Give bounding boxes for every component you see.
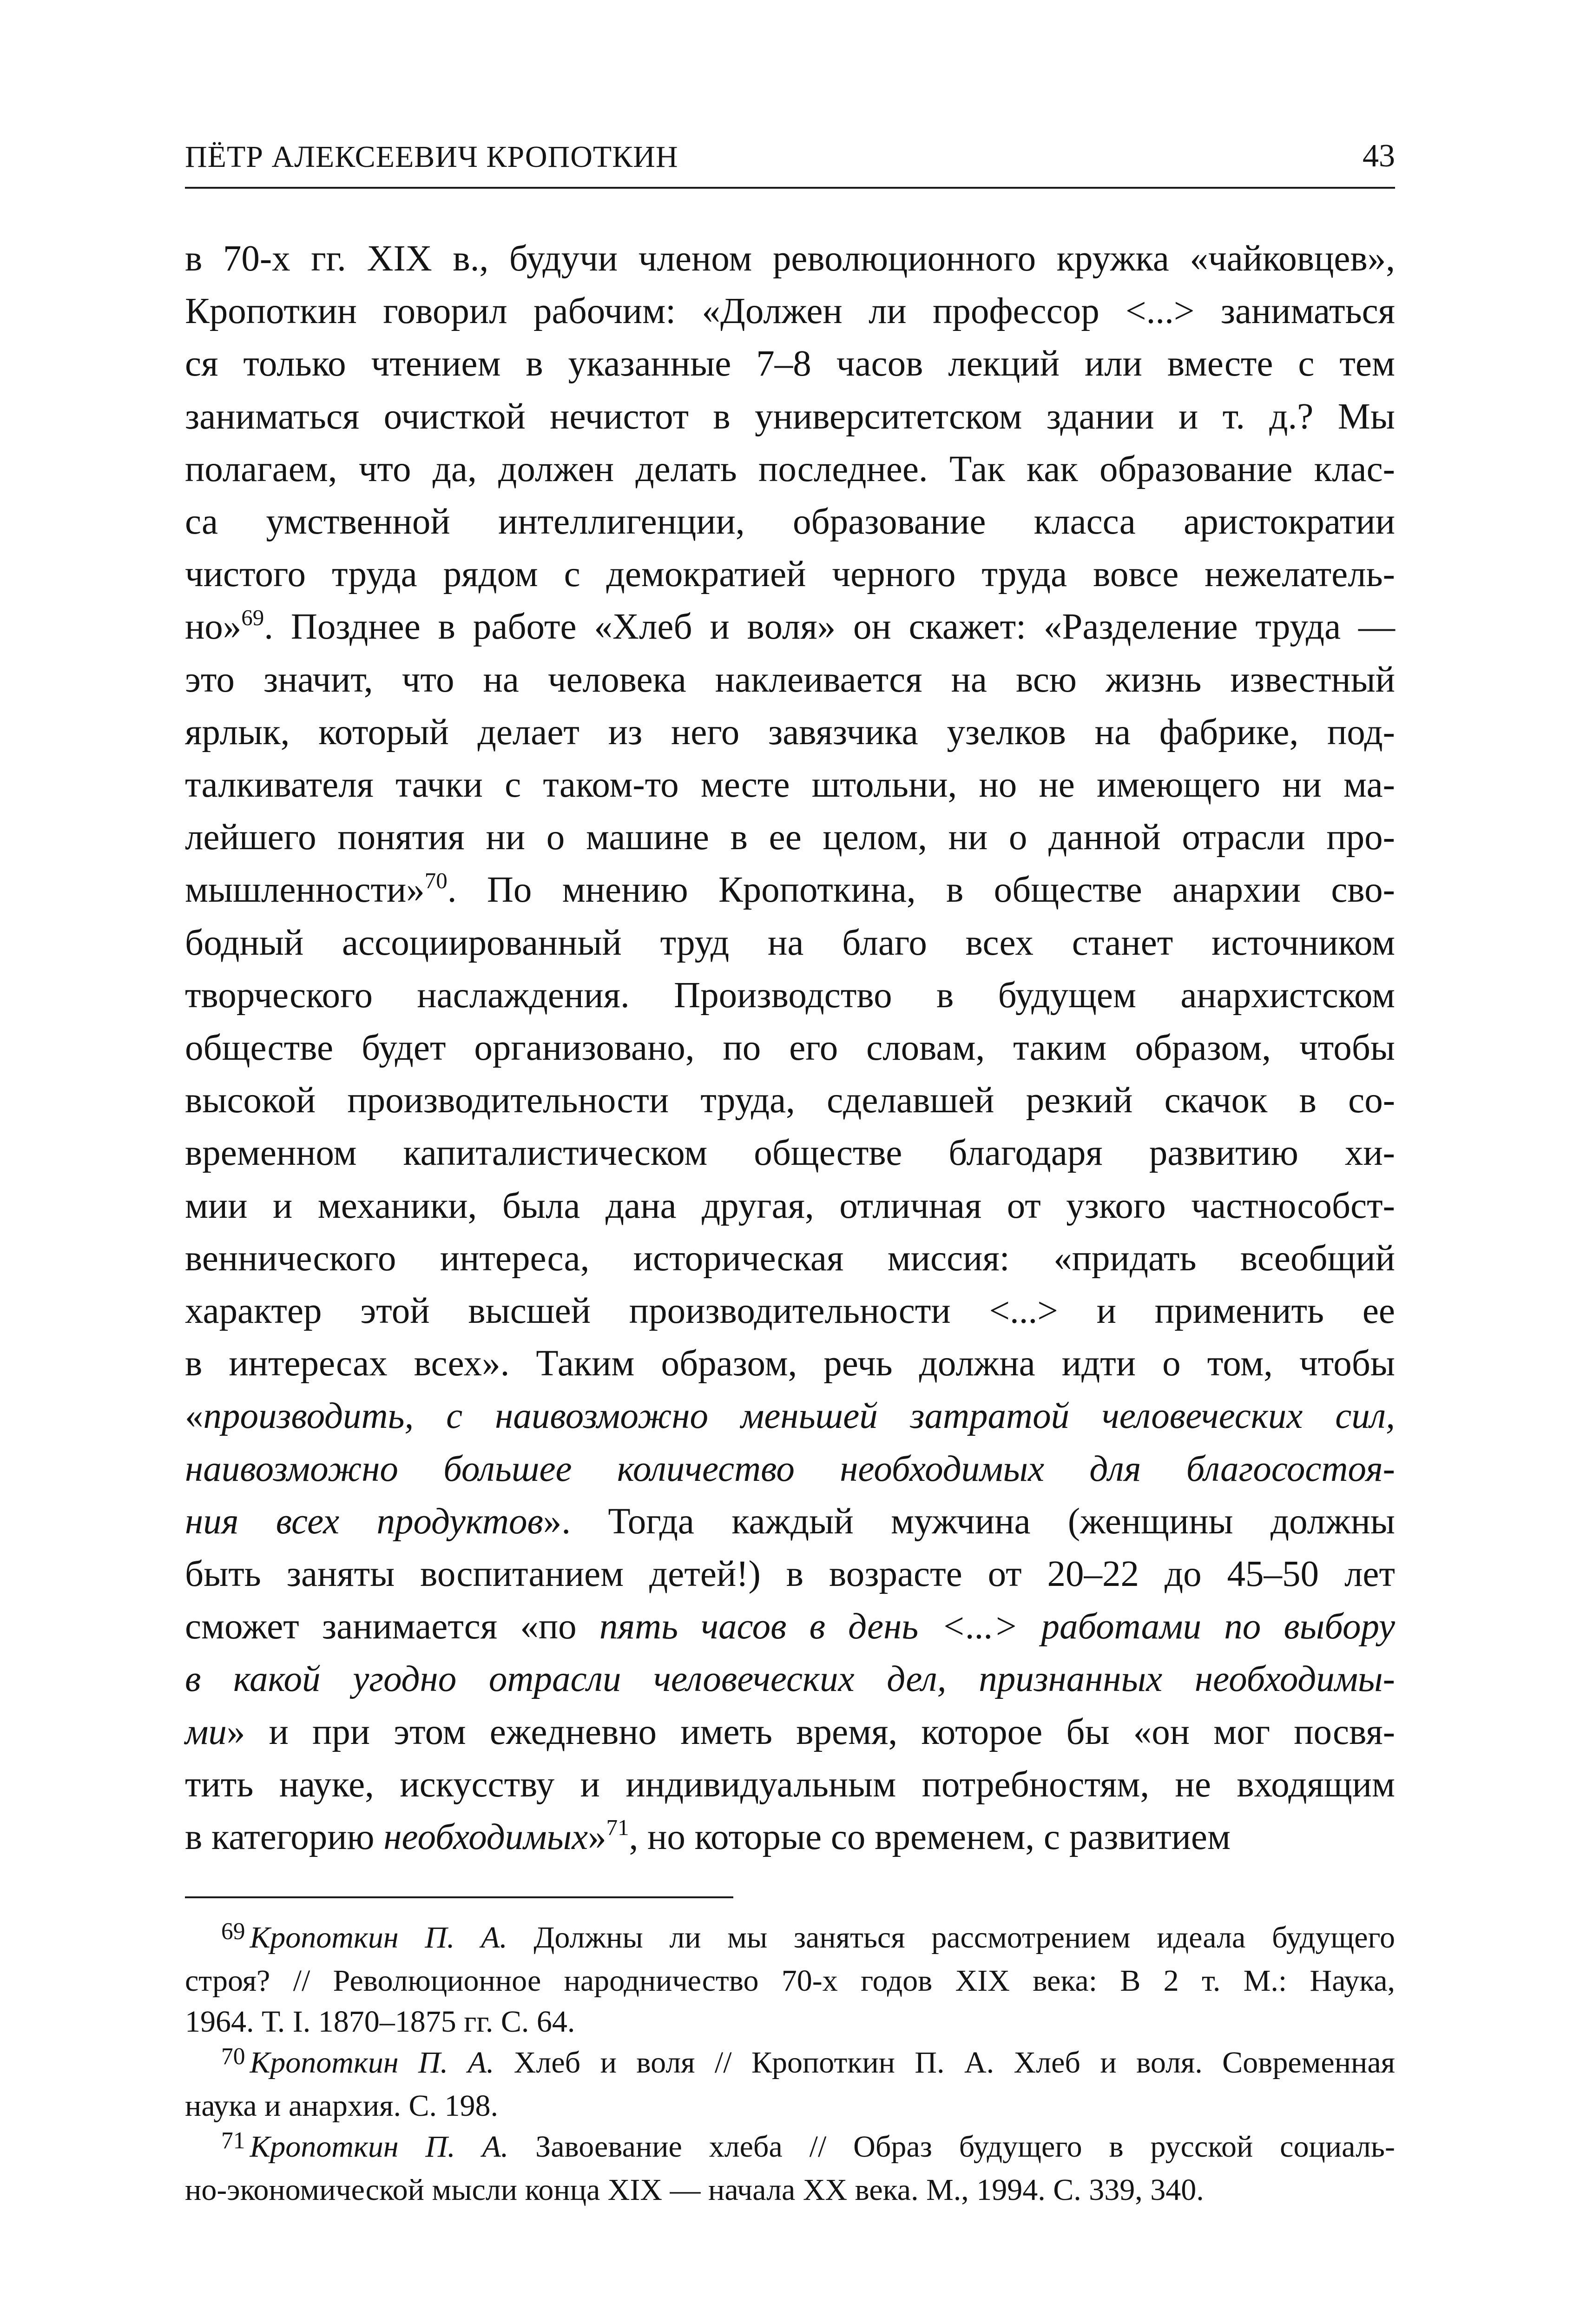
- main-text: [185, 232, 1395, 1863]
- italic-text: ния всех продуктов: [185, 1501, 543, 1542]
- text-line: [185, 601, 1395, 653]
- footnote-line: [185, 2042, 1395, 2086]
- footnote-69: [185, 1917, 1395, 2042]
- text-segment: . Позднее в работе «Хлеб и воля» он скажет: «Разделение труда —: [264, 607, 1395, 647]
- text-segment: временном капиталистическом обществе благодаря развитию хи-: [185, 1133, 1395, 1174]
- italic-text: ми: [185, 1711, 227, 1752]
- footnotes: [185, 1917, 1395, 2211]
- text-segment: мышленности»: [185, 870, 425, 911]
- text-line: [185, 495, 1395, 548]
- italic-text: пять часов в день <...> работами по выбору: [599, 1606, 1395, 1647]
- italic-text: Кропоткин П. А.: [250, 2046, 494, 2080]
- footnote-line: [185, 2086, 1395, 2126]
- italic-text: Кропоткин П. А.: [250, 2130, 509, 2164]
- text-line: [185, 1180, 1395, 1232]
- italic-text: производить, с наивозможно меньшей затратой человеческих сил,: [203, 1396, 1395, 1437]
- text-segment: , но которые со временем, с развитием: [629, 1817, 1231, 1858]
- text-segment: это значит, что на человека наклеивается на всю жизнь известный: [185, 659, 1395, 700]
- italic-text: наивозможно большее количество необходимых для благосостоя-: [185, 1448, 1395, 1489]
- text-segment: мии и механики, была дана другая, отличная от узкого частнособст-: [185, 1185, 1395, 1226]
- italic-text: в какой угодно отрасли человеческих дел, признанных необходимы-: [185, 1659, 1395, 1700]
- text-line: [185, 1285, 1395, 1337]
- text-segment: быть заняты воспитанием детей!) в возрасте от 20–22 до 45–50 лет: [185, 1554, 1395, 1595]
- footnote-number: 71: [221, 2127, 245, 2154]
- text-line: [185, 1127, 1395, 1179]
- text-line: [185, 548, 1395, 601]
- footnote-line: [185, 2126, 1395, 2170]
- footnote-line: [185, 1917, 1395, 1961]
- footnote-separator: [185, 1896, 733, 1898]
- text-segment: в категорию: [185, 1817, 384, 1858]
- text-line: [185, 864, 1395, 916]
- text-segment: наука и анархия. С. 198.: [185, 2089, 499, 2123]
- text-segment: чистого труда рядом с демократией черного труда вовсе нежелатель-: [185, 554, 1395, 595]
- text-segment: ся только чтением в указанные 7–8 часов лекций или вместе с тем: [185, 343, 1395, 384]
- text-segment: бодный ассоциированный труд на благо всех станет источником: [185, 922, 1395, 963]
- text-line: [185, 1074, 1395, 1127]
- footnote-number: 69: [221, 1918, 245, 1945]
- text-line: [185, 1653, 1395, 1705]
- text-segment: Кропоткин говорил рабочим: «Должен ли профессор <...> заниматься: [185, 291, 1395, 332]
- text-line: [185, 285, 1395, 337]
- footnote-ref: 71: [606, 1815, 629, 1841]
- text-line: [185, 1758, 1395, 1811]
- page-header: [185, 131, 1395, 189]
- text-segment: в 70-х гг. XIX в., будучи членом революционного кружка «чайковцев»,: [185, 238, 1395, 279]
- italic-text: необходимых: [383, 1817, 588, 1858]
- page-number: 43: [1363, 138, 1395, 174]
- text-segment: лейшего понятия ни о машине в ее целом, ни о данной отрасли про-: [185, 817, 1395, 858]
- text-segment: . По мнению Кропоткина, в обществе анархии сво-: [447, 870, 1395, 911]
- text-line: [185, 1337, 1395, 1390]
- text-segment: но-экономической мысли конца XIX — начала XX века. М., 1994. С. 339, 340.: [185, 2173, 1204, 2207]
- text-segment: веннического интереса, историческая миссия: «придать всеобщий: [185, 1238, 1395, 1279]
- text-segment: но»: [185, 607, 242, 647]
- text-segment: полагаем, что да, должен делать последнее. Так как образование клас-: [185, 449, 1395, 489]
- text-segment: «: [185, 1396, 204, 1437]
- footnote-70: [185, 2042, 1395, 2126]
- footnote-ref: 69: [241, 604, 264, 630]
- text-line: [185, 337, 1395, 390]
- footnote-number: 70: [221, 2043, 245, 2070]
- text-segment: творческого наслаждения. Производство в будущем анархистском: [185, 975, 1395, 1016]
- text-line: [185, 1390, 1395, 1442]
- text-line: [185, 232, 1395, 285]
- text-line: [185, 706, 1395, 759]
- text-line: [185, 811, 1395, 864]
- text-line: [185, 654, 1395, 706]
- text-line: [185, 1548, 1395, 1600]
- text-line: [185, 1600, 1395, 1653]
- text-segment: характер этой высшей производительности <...> и применить ее: [185, 1291, 1395, 1332]
- text-segment: ». Тогда каждый мужчина (женщины должны: [543, 1501, 1395, 1542]
- italic-text: Кропоткин П. А.: [250, 1921, 507, 1954]
- text-segment: талкивателя тачки с таком-то месте штольни, но не имеющего ни ма-: [185, 765, 1395, 805]
- text-line: [185, 1443, 1395, 1495]
- text-line: [185, 1706, 1395, 1758]
- text-segment: обществе будет организовано, по его словам, таким образом, чтобы: [185, 1028, 1395, 1069]
- text-segment: сможет занимается «по: [185, 1606, 599, 1647]
- text-line: [185, 443, 1395, 495]
- text-segment: в интересах всех». Таким образом, речь должна идти о том, чтобы: [185, 1343, 1395, 1384]
- text-segment: Завоевание хлеба // Образ будущего в русской социаль-: [508, 2130, 1395, 2164]
- text-segment: Хлеб и воля // Кропоткин П. А. Хлеб и воля. Современная: [494, 2046, 1395, 2080]
- text-line: [185, 1495, 1395, 1548]
- text-segment: са умственной интеллигенции, образование класса аристократии: [185, 502, 1395, 542]
- text-segment: » и при этом ежедневно иметь время, которое бы «он мог посвя-: [226, 1711, 1395, 1752]
- text-segment: 1964. Т. I. 1870–1875 гг. С. 64.: [185, 2005, 575, 2039]
- text-line: [185, 1232, 1395, 1285]
- text-line: [185, 1811, 1395, 1863]
- text-segment: тить науке, искусству и индивидуальным потребностям, не входящим: [185, 1764, 1395, 1805]
- footnote-line: [185, 1961, 1395, 2001]
- footnote-line: [185, 2170, 1395, 2211]
- text-segment: высокой производительности труда, сделавшей резкий скачок в со-: [185, 1080, 1395, 1121]
- text-segment: »: [588, 1817, 606, 1858]
- text-line: [185, 390, 1395, 443]
- text-line: [185, 917, 1395, 969]
- text-line: [185, 969, 1395, 1022]
- text-line: [185, 759, 1395, 811]
- footnote-line: [185, 2001, 1395, 2042]
- text-segment: ярлык, который делает из него завязчика узелков на фабрике, под-: [185, 712, 1395, 753]
- text-line: [185, 1022, 1395, 1074]
- text-segment: строя? // Революционное народничество 70-х годов XIX века: В 2 т. М.: Наука,: [185, 1964, 1395, 1998]
- footnote-ref: 70: [424, 867, 448, 893]
- running-title: ПЁТР АЛЕКСЕЕВИЧ КРОПОТКИН: [185, 140, 678, 174]
- text-segment: заниматься очисткой нечистот в университетском здании и т. д.? Мы: [185, 396, 1395, 437]
- text-segment: Должны ли мы заняться рассмотрением идеала будущего: [507, 1921, 1395, 1954]
- footnote-71: [185, 2126, 1395, 2211]
